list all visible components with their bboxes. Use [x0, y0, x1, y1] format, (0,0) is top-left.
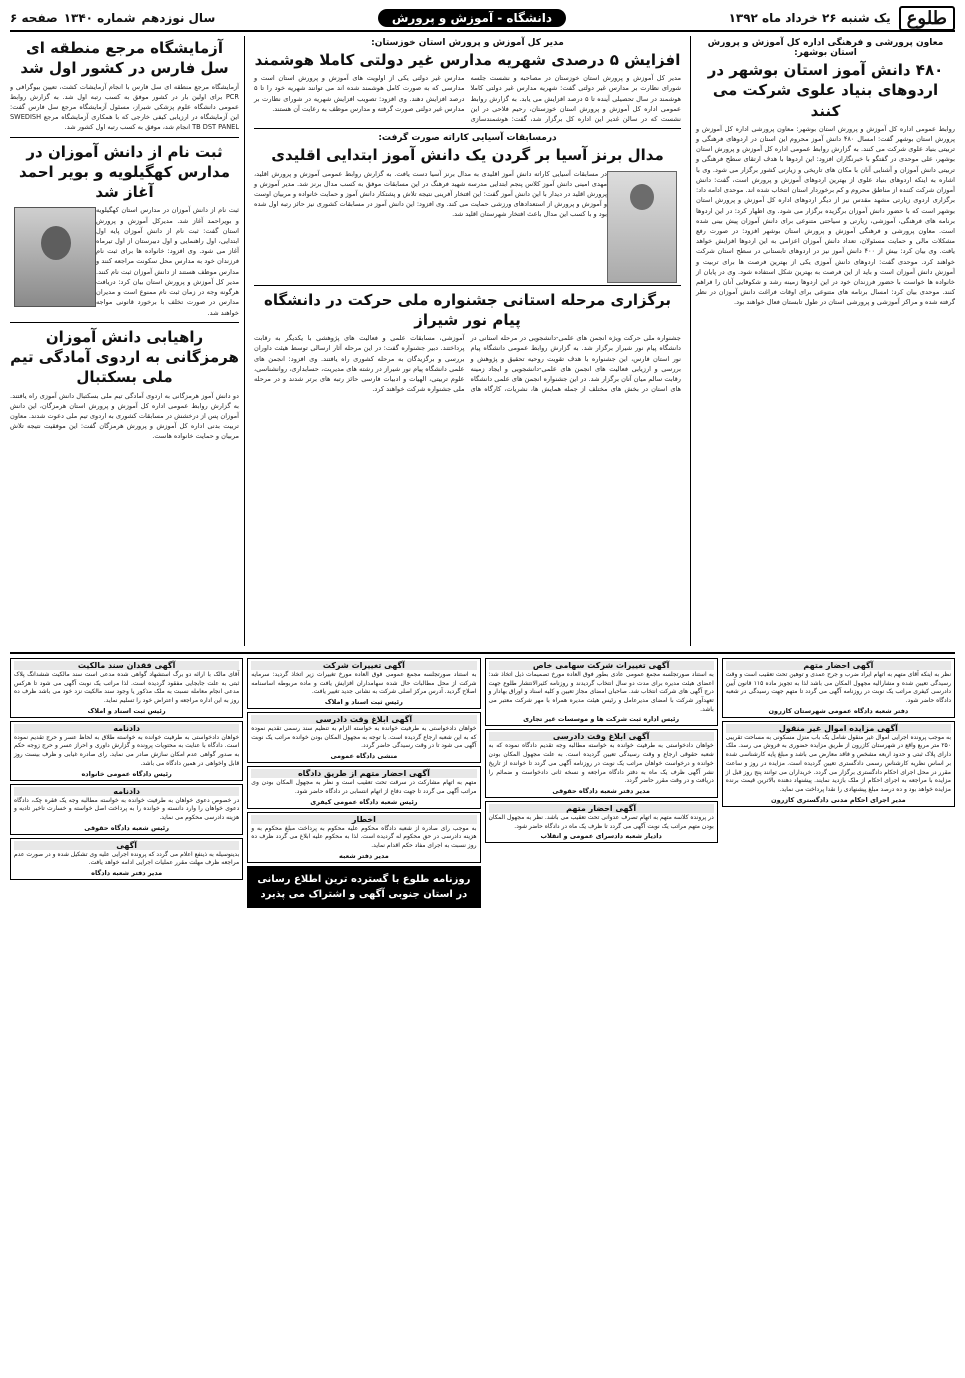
- article-kicker: معاون پرورشی و فرهنگی اداره کل آموزش و پرورش استان بوشهر:: [707, 38, 944, 58]
- classified-ads-section: [10, 652, 955, 1332]
- legal-ad: [10, 838, 243, 880]
- article-body: آزمایشگاه مرجع منطقه ای سل فارس با انجام آزمایشات کشت، تعیین بیوگرافی و PCR برای اولین بار در کشور موفق به کسب رتبه اول شد. به گزارش روابط عمومی دانشگاه علوم پزشکی شیراز، مسئول آزمایشگاه مرجع سل فارس گفت: این آزمایشگاه در ارزیابی کیفی خارجی که با همکاری آزمایشگاه مرجع SWEDISH TB DST PANEL انجام شد، موفق به کسب رتبه اول کشور شد.: [10, 82, 239, 132]
- ad-title: اخطار: [251, 815, 476, 824]
- ad-title: آگهی: [14, 841, 239, 850]
- article-body: در مسابقات آسیایی کاراته دانش آموز اقلیدی به مدال برنز آسیا دست یافت. به گزارش روابط عمومی آموزش و پرورش اقلید، مهدی امینی دانش آموز کلاس پنجم ابتدایی مدرسه شهید فرهنگ در این مسابقات موفق به کسب مدال برنز شد. مدیر آموزش و پرورش اقلید در دیدار با این دانش آموز گفت: این افتخار آفرینی نتیجه تلاش و پشتکار دانش آموز و حمایت خانواده و مربیان اوست و آموزش و پرورش از استعدادهای ورزشی حمایت می کند. وی افزود: این دانش آموز در مسابقات کشوری نیز حائز رتبه اول شده بود و با کسب این مدال باعث افتخار شهرستان اقلید شد.: [254, 169, 607, 219]
- article-kicker: مدیر کل آموزش و پرورش استان خوزستان:: [371, 38, 564, 48]
- right-column: [690, 36, 955, 646]
- legal-ad: [247, 766, 480, 808]
- ad-title: آگهی ابلاغ وقت دادرسی: [251, 715, 476, 724]
- article-body: مدیر کل آموزش و پرورش استان خوزستان در مصاحبه و نشست جلسه شورای نظارت بر مدارس غیر دولتی گفت: شهریه مدارس غیر دولتی کاملا هوشمند در سال تحصیلی آینده تا ۵ درصد افزایش می یابد. به گزارش روابط عمومی اداره کل آموزش و پرورش استان خوزستان، رحیم فلاحی در این نشست که در سالن غدیر این اداره کل برگزار شد، گفت: هوشمندسازی مدارس غیر دولتی یکی از اولویت های آموزش و پرورش استان است و مدارسی که به صورت کامل هوشمند شده اند می توانند شهریه خود را تا ۵ درصد افزایش دهند. وی افزود: تصویب افزایش شهریه در شورای نظارت بر مدارس غیر دولتی صورت گرفته و مدارس موظف به رعایت آن هستند.: [254, 74, 681, 124]
- ad-text: نظر به اینکه آقای متهم به اتهام ایراد ضرب و جرح عمدی و توهین تحت تعقیب است و وقت رسیدگی تعیین شده و مشارالیه مجهول المکان می باشد لذا به تجویز ماده ۱۱۵ قانون آیین دادرسی کیفری مراتب یک نوبت در روزنامه آگهی می گردد تا متهم جهت رسیدگی در شعبه دادگاه حاضر شود.: [725, 671, 951, 705]
- ad-signature: مدیر دفتر شعبه دادگاه حقوقی: [552, 786, 650, 795]
- legal-ad: [247, 658, 480, 709]
- ad-signature: دادیار شعبه دادسرای عمومی و انقلاب: [540, 832, 662, 841]
- ad-signature: مدیر اجرای احکام مدنی دادگستری کازرون: [771, 795, 906, 804]
- ads-column-2: [485, 658, 718, 1332]
- legal-ad: [485, 801, 718, 843]
- newspaper-logo[interactable]: طلوع: [899, 6, 955, 31]
- ad-text: بدینوسیله به ذینفع اعلام می گردد که پرونده اجرایی علیه وی تشکیل شده و در صورت عدم مراجعه ظرف مهلت مقرر عملیات اجرایی ادامه خواهد یافت.: [14, 850, 240, 867]
- ad-text: به موجب پرونده اجرایی اموال غیر منقول شامل یک باب منزل مسکونی به مساحت تقریبی ۲۵۰ متر مربع واقع در شهرستان کازرون از طریق مزایده حضوری به فروش می رسد. ملک دارای پلاک ثبتی و حدود اربعه مشخص و فاقد معارض می باشد و مبلغ پایه کارشناسی شده بر اساس نظریه کارشناس رسمی دادگستری تعیین گردیده است. مزایده در روز و ساعت مقرر در محل اجرای احکام دادگستری برگزار می گردد. خریداران می توانند پنج روز قبل از مزایده با مراجعه به اجرای احکام از ملک بازدید نمایند. پیشنهاد دهنده بالاترین قیمت برنده مزایده خواهد بود و ده درصد مبلغ پیشنهادی را نقدا پرداخت می نماید.: [725, 733, 951, 793]
- ad-signature: رئیس اداره ثبت شرکت ها و موسسات غیر تجاری: [523, 715, 680, 724]
- article-headline[interactable]: مدال برنز آسیا بر گردن یک دانش آموز ابتدایی اقلیدی: [271, 146, 664, 165]
- ad-signature: رئیس ثبت اسناد و املاک: [324, 698, 403, 707]
- ad-title: آگهی فقدان سند مالکیت: [14, 661, 239, 670]
- issue-date: یک شنبه ۲۶ خرداد ماه ۱۳۹۲: [728, 11, 891, 25]
- ads-column-1: [722, 658, 955, 1332]
- volume-year: سال نوزدهم: [141, 11, 216, 25]
- article-headline[interactable]: ثبت نام از دانش آموزان در مدارس کهگیلویه و بویر احمد آغاز شد: [18, 142, 231, 202]
- ad-text: در پرونده کلاسه متهم به اتهام تصرف عدوانی تحت تعقیب می باشد. نظر به مجهول المکان بودن متهم مراتب یک نوبت آگهی می گردد تا ظرف یک ماه در دادگاه حاضر شود.: [488, 813, 714, 830]
- news-section: [10, 36, 955, 646]
- basketball-article: [10, 322, 239, 442]
- legal-ad: [485, 729, 718, 797]
- ad-text: آقای مالک با ارائه دو برگ استشهاد گواهی شده مدعی است سند مالکیت ششدانگ پلاک ثبتی به علت جابجایی مفقود گردیده است. لذا مراتب یک نوبت آگهی می شود تا هرکس مدعی انجام معامله نسبت به ملک مذکور یا وجود سند مالکیت نزد خود می باشد ظرف ده روز به این اداره مراجعه و اعتراض خود را تسلیم نماید.: [14, 671, 240, 705]
- legal-ad: [247, 712, 480, 763]
- legal-ad: [10, 721, 243, 781]
- festival-article: [254, 285, 681, 395]
- ad-title: دادنامه: [14, 724, 239, 733]
- ad-title: آگهی احضار متهم از طریق دادگاه: [251, 769, 476, 778]
- ad-title: دادنامه: [14, 787, 239, 796]
- masthead-left: [10, 11, 215, 25]
- ads-column-3: [247, 658, 480, 1332]
- ad-text: خواهان دادخواستی به طرفیت خوانده به خواسته مطالبه وجه تقدیم دادگاه نموده که به شعبه حقوقی ارجاع و وقت رسیدگی تعیین گردیده است. به علت مجهول المکان بودن خوانده و درخواست خواهان مراتب یک نوبت در روزنامه آگهی می گردد تا خوانده از تاریخ نشر آگهی ظرف یک ماه به دفتر دادگاه مراجعه و نسخه ثانی دادخواست و ضمائم را دریافت و در وقت مقرر حاضر گردد.: [488, 742, 714, 785]
- subscription-promo-banner[interactable]: روزنامه طلوع با گسترده ترین اطلاع رسانی در استان جنوبی آگهی و اشتراک می پذیرد: [247, 866, 480, 908]
- legal-ad: [10, 784, 243, 835]
- legal-ad: [485, 658, 718, 726]
- ad-text: به استناد صورتجلسه مجمع عمومی عادی بطور فوق العاده مورخ تصمیمات ذیل اتخاذ شد: اعضای هیئت مدیره برای مدت دو سال انتخاب گردیدند و روزنامه کثیرالانتشار طلوع جهت درج آگهی های شرکت انتخاب شد. صاحبان امضای مجاز تعیین و کلیه اسناد و اوراق بهادار و تعهدآور شرکت با امضای مدیرعامل و رئیس هیئت مدیره همراه با مهر شرکت معتبر می باشد.: [488, 671, 714, 713]
- ad-signature: رئیس دادگاه عمومی خانواده: [81, 769, 172, 778]
- ad-title: آگهی احضار متهم: [489, 804, 714, 813]
- ad-title: آگهی تغییرات شرکت: [251, 661, 476, 670]
- karate-student-photo: [607, 171, 677, 283]
- article-headline[interactable]: راهیابی دانش آموزان هرمزگانی به اردوی آمادگی تیم ملی بسکتبال: [10, 327, 239, 387]
- article-body: روابط عمومی اداره کل آموزش و پرورش استان بوشهر: معاون پرورشی اداره کل آموزش و پرورش استان بوشهر گفت: امسال ۴۸۰ دانش آموز محروم این استان در اردوهای فرهنگی و تربیتی بنیاد علوی شرکت می کنند. به گزارش روابط عمومی اداره کل آموزش و پرورش استان بوشهر، علی موحدی در گفتگو با خبرنگاران افزود: این اردوها با هدف ارتقای سطح فرهنگی و تربیتی دانش آموزان و آشنایی آنان با مکان های تاریخی و زیارتی کشور برگزار می شود. وی با اشاره به اینکه اردوهای بنیاد علوی از بهترین اردوهای آموزش و پرورش است، گفت: دانش آموزان شرکت کننده از مناطق محروم و کم برخوردار استان انتخاب شده اند. موحدی ادامه داد: برگزاری اردوی زیارتی مشهد مقدس نیز از دیگر اردوهای اداره کل آموزش و پرورش استان بوشهر است که با حضور دانش آموزان برگزیده برگزار می شود. وی اظهار کرد: در این اردوها برنامه های فرهنگی، آموزشی، زیارتی و سیاحتی متنوعی برای دانش آموزان پیش بینی شده است. معاون پرورشی و فرهنگی آموزش و پرورش استان بوشهر افزود: در صورت رفع مشکلات مالی و حمایت مسئولان، تعداد دانش آموزان اعزامی به این اردوها افزایش خواهد یافت. وی بیان کرد: بیش از ۴۰۰ دانش آموز نیز در اردوهای تابستانی در سطح استان شرکت خواهند کرد. موحدی گفت: اردوهای دانش آموزی یکی از بهترین فرصت ها برای تربیت و آموزش دانش آموزان است و باید از این فرصت به بهترین شکل استفاده شود. وی در پایان از خانواده ها خواست با حضور فرزندان خود در این اردوها زمینه رشد و شکوفایی آنان را فراهم کنند. موحدی بیان کرد: امسال برنامه های متنوعی برای اوقات فراغت دانش آموزان در نظر گرفته شده و مراکز آموزشی و پرورشی استان در طول تابستان فعال خواهند بود.: [696, 124, 955, 307]
- legal-ad: [247, 812, 480, 863]
- ad-text: در خصوص دعوی خواهان به طرفیت خوانده به خواسته مطالبه وجه یک فقره چک، دادگاه دعوی خواهان را وارد دانسته و خوانده را به پرداخت اصل خواسته و خسارت تاخیر تادیه و هزینه دادرسی محکوم می نماید.: [14, 796, 240, 821]
- ad-signature: دفتر شعبه دادگاه عمومی شهرستان کازرون: [768, 706, 909, 715]
- article-headline[interactable]: برگزاری مرحله استانی جشنواره ملی حرکت در دانشگاه پیام نور شیراز: [263, 290, 672, 329]
- section-tab[interactable]: دانشگاه - آموزش و پرورش: [378, 9, 566, 27]
- official-portrait-photo: [14, 207, 96, 307]
- article-body: جشنواره ملی حرکت ویژه انجمن های علمی-دانشجویی در مرحله استانی در دانشگاه پیام نور شیراز برگزار شد. به گزارش روابط عمومی دانشگاه پیام نور استان فارس، این جشنواره با هدف تقویت روحیه تحقیق و پژوهش و بررسی و ارزیابی فعالیت های انجمن های علمی-دانشجویی و ایجاد زمینه رقابت سالم میان آنان برگزار شد. در این جشنواره انجمن های علمی دانشگاه های استان در بخش های مختلف از جمله همایش ها، نشریات، کارگاه های آموزشی، مسابقات علمی و فعالیت های پژوهشی با یکدیگر به رقابت پرداختند. دبیر جشنواره گفت: در این مرحله آثار ارسالی توسط هیئت داوران بررسی و برگزیدگان به مرحله کشوری راه یافتند. وی افزود: انجمن های علمی دانشگاه پیام نور شیراز در رشته های مدیریت، حسابداری، روانشناسی، علوم تربیتی، الهیات و ادبیات فارسی حائز رتبه های برتر شدند و در مرحله ملی جشنواره شرکت خواهند کرد.: [254, 334, 681, 394]
- masthead-right: [729, 6, 955, 31]
- legal-ad: [10, 658, 243, 718]
- article-body: ثبت نام از دانش آموزان در مدارس استان کهگیلویه و بویراحمد آغاز شد. مدیرکل آموزش و پرورش استان گفت: ثبت نام از دانش آموزان پایه اول ابتدایی، اول راهنمایی و اول دبیرستان از اول تیرماه آغاز می شود. وی افزود: خانواده ها برای ثبت نام فرزندان خود به مدارس محل سکونت مراجعه کنند و مدارس موظف هستند از دانش آموزان ثبت نام کنند. مدیر کل آموزش و پرورش استان بیان کرد: دریافت هرگونه وجه در زمان ثبت نام ممنوع است و مدیران مدارس در صورت تخلف با برخورد قانونی مواجه خواهند شد.: [96, 206, 239, 317]
- legal-ad: [722, 658, 955, 718]
- ad-text: متهم به اتهام مشارکت در سرقت تحت تعقیب است و نظر به مجهول المکان بودن وی مراتب آگهی می گردد تا جهت دفاع از اتهام انتسابی در دادگاه حاضر شود.: [251, 779, 477, 795]
- ad-signature: رئیس شعبه دادگاه عمومی کیفری: [310, 797, 418, 806]
- issue-number: شماره ۱۳۴۰: [63, 11, 136, 25]
- ad-signature: مدیر دفتر شعبه: [339, 851, 389, 860]
- article-kicker: درمسابقات آسیایی کاراته صورت گرفت:: [378, 133, 557, 144]
- ad-text: به موجب رای صادره از شعبه دادگاه محکوم علیه محکوم به پرداخت مبلغ محکوم به و هزینه دادرسی در حق محکوم له گردیده است. لذا به محکوم علیه ابلاغ می گردد ظرف ده روز نسبت به اجرای مفاد حکم اقدام نماید.: [251, 824, 477, 849]
- left-column: [10, 36, 245, 646]
- registration-article: [10, 137, 239, 318]
- ad-signature: رئیس شعبه دادگاه حقوقی: [84, 823, 169, 832]
- ad-title: آگهی ابلاغ وقت دادرسی: [489, 732, 714, 741]
- ad-title: آگهی تغییرات شرکت سهامی خاص: [489, 661, 714, 670]
- legal-ad: [722, 721, 955, 807]
- ad-title: آگهی مزایده اموال غیر منقول: [726, 724, 951, 733]
- page-number: صفحه ۶: [10, 11, 58, 25]
- ad-signature: مدیر دفتر شعبه دادگاه: [91, 868, 163, 877]
- article-body: دو دانش آموز هرمزگانی به اردوی آمادگی تیم ملی بسکتبال دانش آموزی راه یافتند. به گزارش روابط عمومی اداره کل آموزش و پرورش استان هرمزگان، این دانش آموزان پس از درخشش در مسابقات کشوری به اردوی تیم ملی دعوت شدند. معاون تربیت بدنی اداره کل آموزش و پرورش هرمزگان گفت: این موفقیت نتیجه تلاش مربیان و حمایت خانواده هاست.: [10, 391, 239, 441]
- ad-title: آگهی احضار متهم: [726, 661, 951, 670]
- karate-article: [254, 128, 681, 219]
- article-headline[interactable]: افزایش ۵ درصدی شهریه مدارس غیر دولتی کاملا هوشمند: [254, 51, 681, 69]
- ad-text: به استناد صورتجلسه مجمع عمومی فوق العاده مورخ تغییرات زیر اتخاذ گردید: سرمایه شرکت از محل مطالبات حال شده سهامداران افزایش یافت و ماده مربوطه اساسنامه اصلاح گردید. آدرس مرکز اصلی شرکت به نشانی جدید تغییر یافت.: [251, 671, 477, 696]
- article-headline[interactable]: آزمایشگاه مرجع منطقه ای سل فارس در کشور اول شد: [20, 39, 229, 78]
- ad-signature: رئیس ثبت اسناد و املاک: [87, 706, 166, 715]
- ad-text: خواهان دادخواستی به طرفیت خوانده به خواسته الزام به تنظیم سند رسمی تقدیم نموده که به این شعبه ارجاع گردیده است. با توجه به مجهول المکان بودن خوانده مراتب یک نوبت آگهی می شود تا در وقت رسیدگی حاضر گردد.: [251, 725, 477, 750]
- middle-column: [251, 36, 684, 646]
- ads-column-4: [10, 658, 243, 1332]
- ad-text: خواهان دادخواستی به طرفیت خوانده به خواسته طلاق به لحاظ عسر و حرج تقدیم نموده است. دادگاه با عنایت به محتویات پرونده و گزارش داوری و احراز عسر و حرج زوجه حکم به صدور گواهی عدم امکان سازش صادر می نماید. رای صادره غیابی و ظرف بیست روز قابل واخواهی در همین دادگاه می باشد.: [14, 733, 240, 767]
- ad-signature: منشی دادگاه عمومی: [330, 752, 398, 761]
- article-headline[interactable]: ۴۸۰ دانش آموز استان بوشهر در اردوهای بنیاد علوی شرکت می کنند: [707, 61, 944, 120]
- masthead: [10, 6, 955, 32]
